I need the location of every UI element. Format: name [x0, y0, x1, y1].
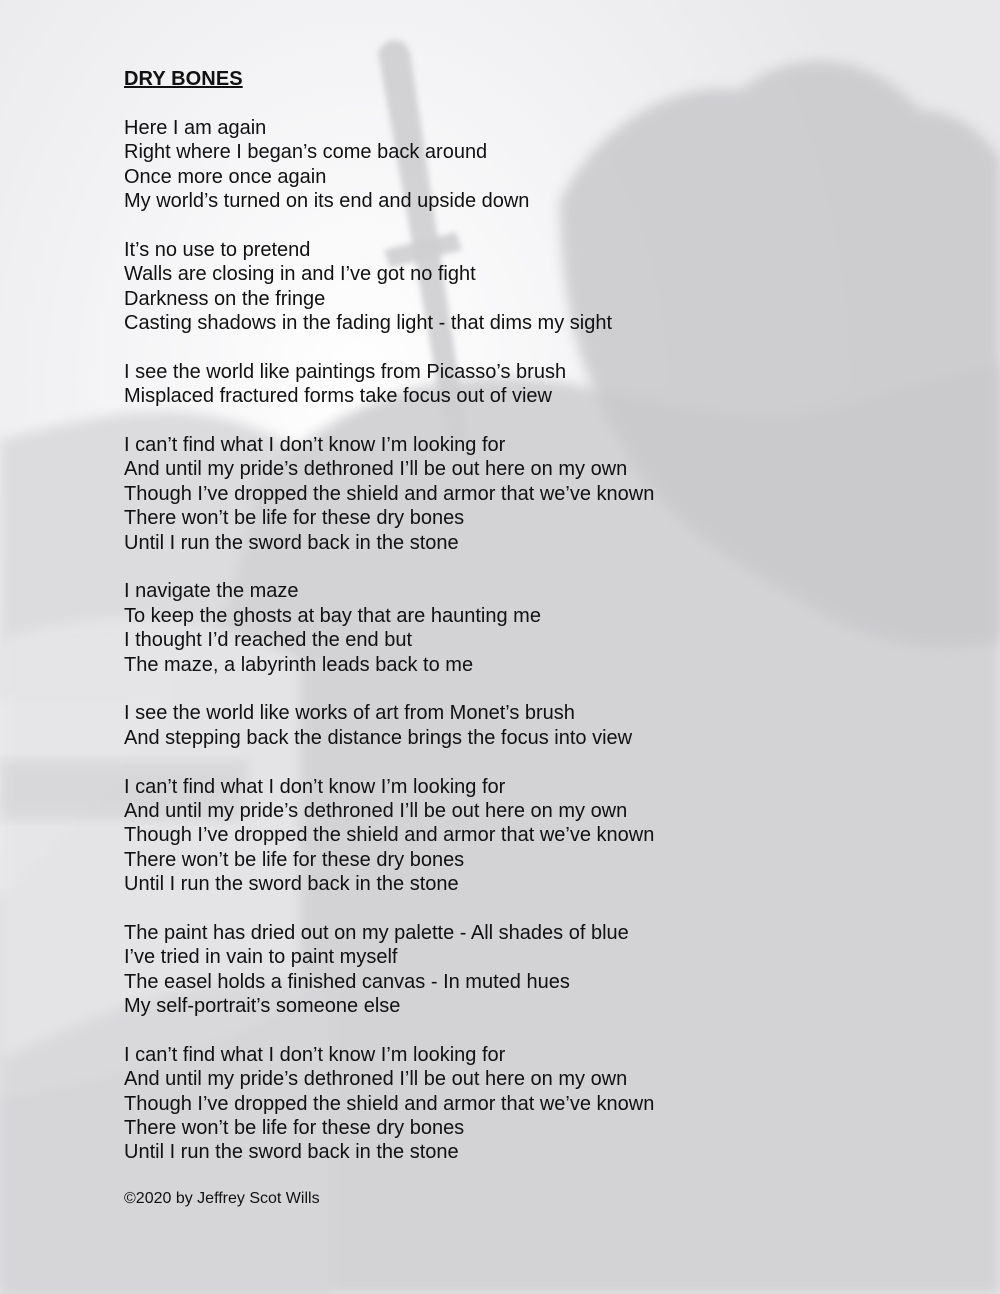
poem-title: DRY BONES [124, 68, 243, 90]
stanza [124, 579, 884, 677]
stanza [124, 116, 884, 214]
poem-line: It’s no use to pretend [124, 238, 311, 261]
poem-line: The paint has dried out on my palette - All shades of blue [124, 921, 629, 944]
poem-line: Right where I began’s come back around [124, 141, 488, 164]
poem-line: I thought I’d reached the end but [124, 629, 412, 652]
poem-line: Darkness on the fringe [124, 287, 326, 310]
stanza [124, 360, 884, 409]
poem-line: There won’t be life for these dry bones [124, 848, 465, 871]
poem-line: Though I’ve dropped the shield and armor that we’ve known [124, 482, 655, 505]
poem-line: I can’t find what I don’t know I’m looking for [124, 775, 506, 798]
poem-line: And until my pride’s dethroned I’ll be out here on my own [124, 458, 628, 481]
poem-line: I navigate the maze [124, 580, 299, 603]
poem-line: Though I’ve dropped the shield and armor that we’ve known [124, 1092, 655, 1115]
poem-line: Until I run the sword back in the stone [124, 1141, 459, 1164]
poem-line: The maze, a labyrinth leads back to me [124, 653, 474, 676]
poem-line: Until I run the sword back in the stone [124, 873, 459, 896]
stanza [124, 701, 884, 750]
stanza [124, 1043, 884, 1165]
poem [124, 66, 884, 1209]
poem-line: Once more once again [124, 165, 327, 188]
stanza [124, 433, 884, 555]
poem-line: There won’t be life for these dry bones [124, 507, 465, 530]
poem-line: Until I run the sword back in the stone [124, 531, 459, 554]
poem-line: There won’t be life for these dry bones [124, 1117, 465, 1140]
poem-line: My world’s turned on its end and upside down [124, 190, 530, 213]
poem-line: Here I am again [124, 117, 267, 139]
poem-line: I see the world like paintings from Picasso’s brush [124, 360, 567, 383]
poem-line: And stepping back the distance brings the focus into view [124, 726, 633, 749]
poem-line: Misplaced fractured forms take focus out of view [124, 385, 552, 408]
poem-line: I see the world like works of art from Monet’s brush [124, 702, 575, 725]
poem-line: I’ve tried in vain to paint myself [124, 946, 398, 969]
poem-line: And until my pride’s dethroned I’ll be out here on my own [124, 1068, 628, 1091]
poem-stanzas [124, 116, 884, 1165]
poem-line: Walls are closing in and I’ve got no fight [124, 263, 476, 286]
stanza [124, 775, 884, 897]
poem-line: And until my pride’s dethroned I’ll be out here on my own [124, 799, 628, 822]
stanza [124, 921, 884, 1019]
copyright-notice: ©2020 by Jeffrey Scot Wills [124, 1190, 320, 1208]
stanza [124, 238, 884, 336]
poem-line: I can’t find what I don’t know I’m looking for [124, 1043, 506, 1066]
poem-line: The easel holds a finished canvas - In muted hues [124, 970, 570, 993]
poem-line: To keep the ghosts at bay that are haunting me [124, 604, 541, 627]
poem-line: Though I’ve dropped the shield and armor that we’ve known [124, 824, 655, 847]
poem-line: Casting shadows in the fading light - that dims my sight [124, 312, 613, 335]
poem-line: I can’t find what I don’t know I’m looking for [124, 434, 506, 457]
poem-line: My self-portrait’s someone else [124, 995, 401, 1018]
